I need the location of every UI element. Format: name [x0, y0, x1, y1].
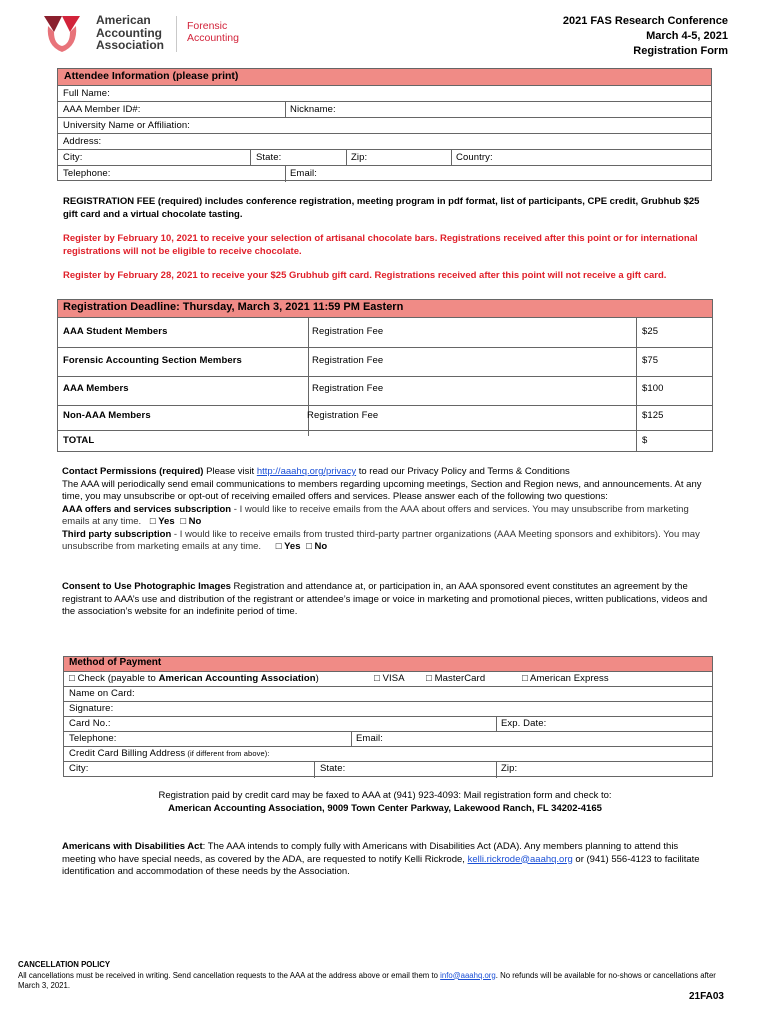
conference-title: 2021 FAS Research Conference — [562, 15, 728, 27]
billing-city-row — [64, 761, 712, 777]
payment-telephone-field[interactable]: Telephone: — [69, 733, 117, 744]
member-id-field[interactable]: AAA Member ID#: — [63, 104, 141, 115]
table-row[interactable]: AAA Members Registration Fee $100 — [58, 376, 712, 405]
registration-deadline-table — [57, 299, 713, 452]
exp-date-field[interactable]: Exp. Date: — [501, 718, 547, 729]
ada-email-link[interactable]: kelli.rickrode@aaahq.org — [467, 853, 573, 865]
aaa-logo — [40, 12, 310, 56]
email-field[interactable]: Email: — [290, 168, 317, 179]
full-name-field[interactable]: Full Name: — [58, 85, 711, 101]
telephone-row — [58, 165, 711, 181]
total-row[interactable]: TOTAL $ — [58, 430, 712, 452]
card-number-field[interactable]: Card No.: — [69, 718, 111, 729]
payment-table — [63, 656, 713, 777]
table-row[interactable]: AAA Student Members Registration Fee $25 — [58, 317, 712, 347]
check-option[interactable]: □ Check (payable to American Accounting Association) — [69, 673, 319, 684]
chocolate-notice: Register by February 10, 2021 to receive your selection of artisanal chocolate bars. Registrations received after this point or for international registrations will not be eligible to receive chocolate. — [63, 233, 698, 257]
city-row — [58, 149, 711, 165]
zip-field[interactable]: Zip: — [351, 152, 368, 163]
city-field[interactable]: City: — [63, 152, 83, 163]
payment-method-row — [64, 671, 712, 686]
visa-option[interactable]: □ VISA — [374, 673, 405, 684]
payment-email-field[interactable]: Email: — [356, 733, 383, 744]
offers-no-checkbox[interactable]: □ No — [180, 516, 202, 527]
third-party-no-checkbox[interactable]: □ No — [306, 541, 328, 552]
cancellation-email-link[interactable]: info@aaahq.org — [440, 970, 496, 980]
table-row[interactable]: Non-AAA Members Registration Fee $125 — [58, 405, 712, 430]
registration-fee-intro: REGISTRATION FEE (required) includes conference registration, meeting program in pdf format, list of participants, CPE credit, Grubhub $25 gift card and a virtual chocolate tasting. — [63, 196, 700, 220]
mail-instructions: Registration paid by credit card may be faxed to AAA at (941) 923-4093: Mail registration form and check to: American Accounting Association, 9009 Town Center Parkway, Lakewood Ranch, FL 34202-4165 — [158, 790, 612, 814]
grubhub-notice: Register by February 28, 2021 to receive your $25 Grubhub gift card. Registrations received after this point will not receive a gift card. — [63, 270, 667, 281]
forensic-accounting-name: Forensic Accounting — [187, 20, 239, 44]
form-code: 21FA03 — [688, 991, 724, 1002]
contact-permissions: Contact Permissions (required) Please visit http://aaahq.org/privacy to read our Privacy Policy and Terms & Conditions The AAA will periodically send email communications to members regarding upcoming meetings, Section and Region news, and announcements. At any time, you may unsubscribe or opt-out of receiving emailed offers and services. Please answer each of the following two questions: AAA offers and services subscription - I would like to receive emails from the AAA about offers and services. You may unsubscribe from marketing emails at any time. □ Yes □ No Third party subscription - I would like to receive emails from trusted third-party partner organizations (AAA Meeting sponsors and exhibitors). You may unsubscribe from marketing emails at any time. □ Yes □ No — [62, 466, 702, 552]
telephone-field[interactable]: Telephone: — [63, 168, 111, 179]
address-field[interactable]: Address: — [58, 133, 711, 149]
offers-yes-checkbox[interactable]: □ Yes — [149, 516, 175, 527]
billing-address-field[interactable]: Credit Card Billing Address (if different from above): — [64, 746, 712, 761]
deadline-title: Registration Deadline: Thursday, March 3, 2021 11:59 PM Eastern — [58, 300, 712, 317]
billing-zip-field[interactable]: Zip: — [501, 763, 518, 774]
conference-dates: March 4-5, 2021 — [646, 30, 728, 42]
country-field[interactable]: Country: — [456, 152, 493, 163]
mastercard-option[interactable]: □ MasterCard — [426, 673, 486, 684]
ada-statement: Americans with Disabilities Act: The AAA intends to comply fully with Americans with Disabilities Act (ADA). Any members planning to attend this meeting who have special needs, as covered by the ADA, are requested to notify Kelli Rickrode, kelli.rickrode@aaahq.org or (941) 556-4123 to facilitate identification and accommodation of these needs by the Association. — [62, 841, 700, 877]
name-on-card-field[interactable]: Name on Card: — [64, 686, 712, 701]
photo-consent: Consent to Use Photographic Images Registration and attendance at, or participation in, an AAA sponsored event constitutes an agreement by the registrant to AAA’s use and distribution of the registrant or attendee’s image or voice in marketing and promotional pieces, written publications, videos and the association’s website for an indefinite period of time. — [62, 581, 708, 617]
privacy-link[interactable]: http://aaahq.org/privacy — [256, 466, 357, 477]
attendee-info-title: Attendee Information (please print) — [58, 69, 711, 85]
payment-telephone-row — [64, 731, 712, 746]
aaa-name: American Accounting Association — [96, 13, 165, 52]
university-field[interactable]: University Name or Affiliation: — [58, 117, 711, 133]
table-row[interactable]: Forensic Accounting Section Members Registration Fee $75 — [58, 347, 712, 376]
attendee-info-table — [57, 68, 712, 181]
third-party-yes-checkbox[interactable]: □ Yes — [275, 541, 301, 552]
nickname-field[interactable]: Nickname: — [290, 104, 336, 115]
cancellation-policy: CANCELLATION POLICY All cancellations must be received in writing. Send cancellation requests to the AAA at the address above or email them to info@aaahq.org. No refunds will be available for no-shows or cancellations after March 3, 2021. — [18, 960, 716, 990]
logo-divider — [176, 16, 177, 52]
billing-state-field[interactable]: State: — [320, 763, 346, 774]
form-title: Registration Form — [633, 45, 728, 57]
aaa-logo-mark-icon — [40, 12, 84, 56]
state-field[interactable]: State: — [256, 152, 282, 163]
member-id-row — [58, 101, 711, 117]
billing-city-field[interactable]: City: — [69, 763, 89, 774]
amex-option[interactable]: □ American Express — [522, 673, 609, 684]
signature-field[interactable]: Signature: — [64, 701, 712, 716]
card-number-row — [64, 716, 712, 731]
conference-header — [563, 14, 728, 59]
payment-title: Method of Payment — [64, 657, 712, 671]
